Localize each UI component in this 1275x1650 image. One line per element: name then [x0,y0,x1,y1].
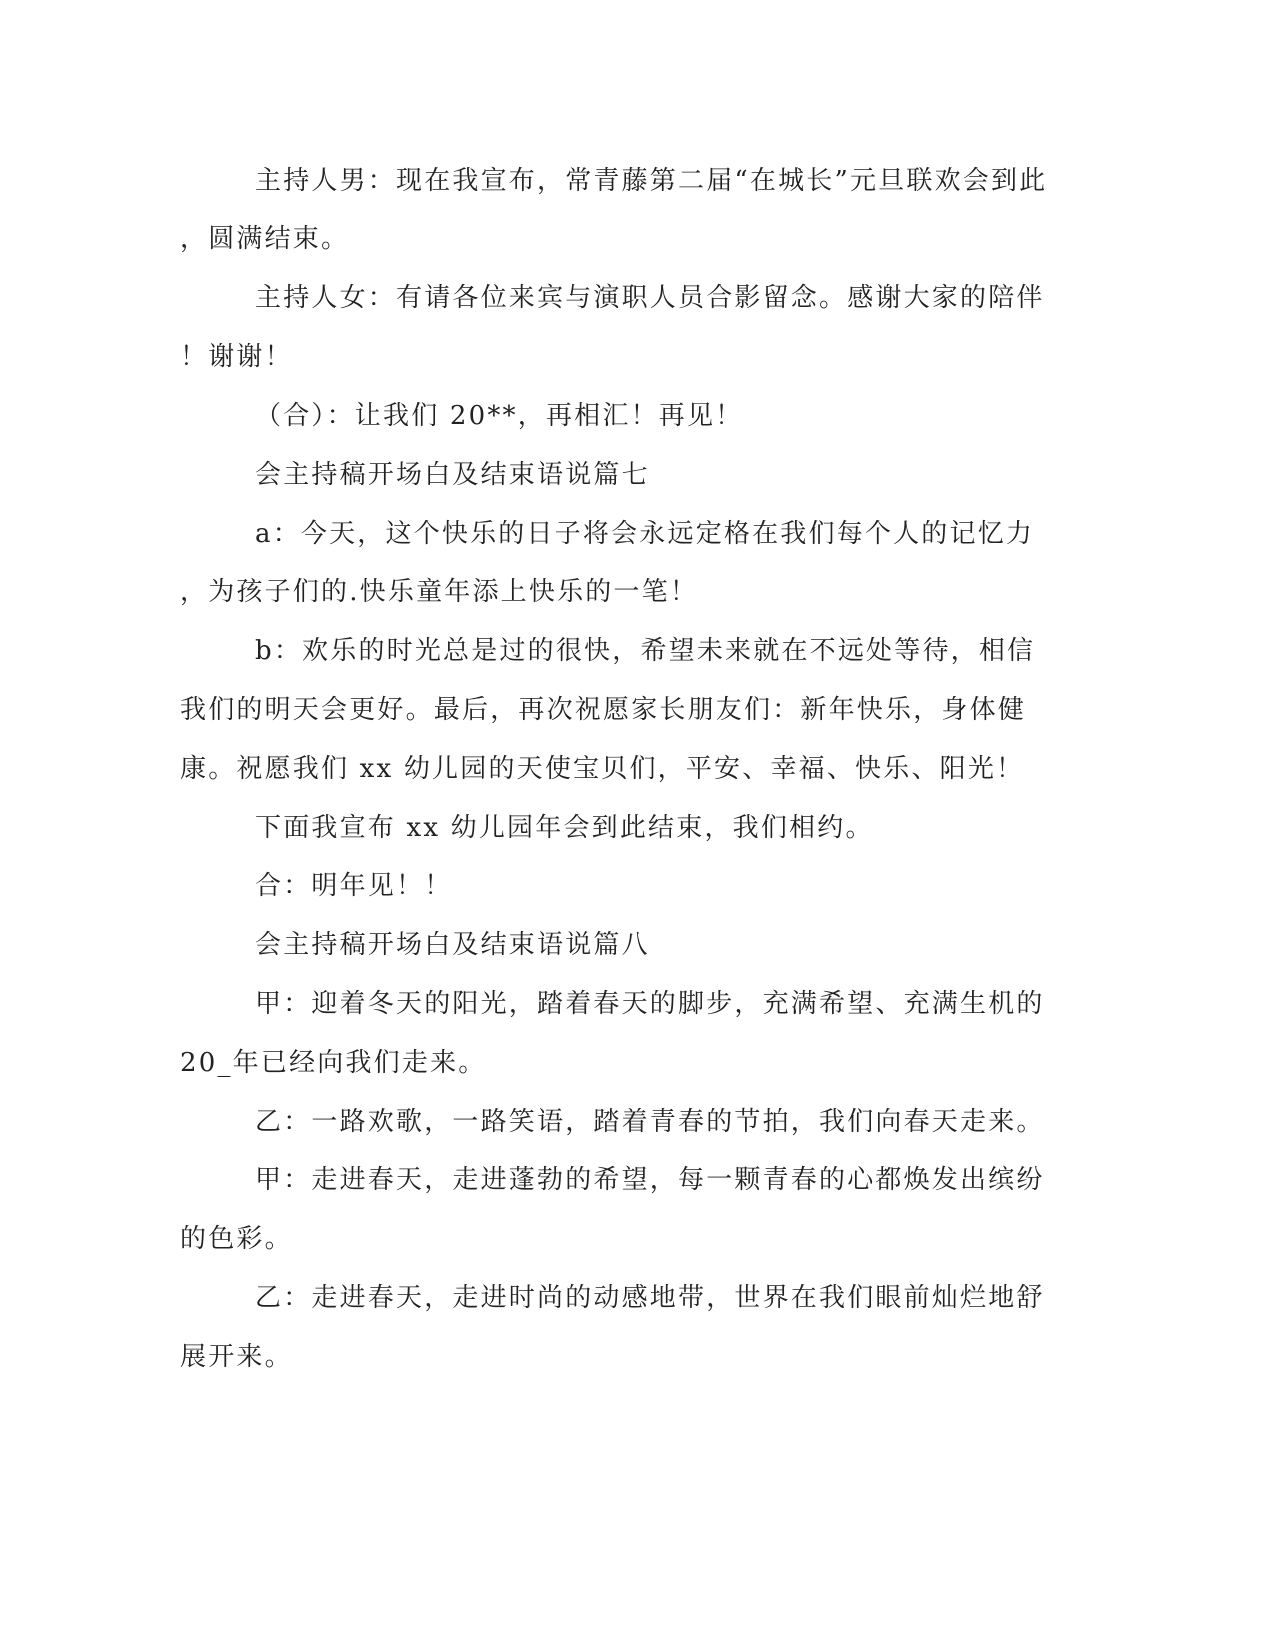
paragraph-line: 甲：走进春天，走进蓬勃的希望，每一颗青春的心都焕发出缤纷 [255,1165,1045,1195]
paragraph-line: 主持人女：有请各位来宾与演职人员合影留念。感谢大家的陪伴 [255,283,1045,313]
paragraph-line: 乙：一路欢歌，一路笑语，踏着青春的节拍，我们向春天走来。 [255,1107,1045,1137]
section-heading: 会主持稿开场白及结束语说篇七 [255,460,650,490]
paragraph-line: 20_年已经向我们走来。 [180,1048,487,1078]
paragraph-line: 甲：迎着冬天的阳光，踏着春天的脚步，充满希望、充满生机的 [255,989,1045,1019]
paragraph-line: 康。祝愿我们 xx 幼儿园的天使宝贝们，平安、幸福、快乐、阳光！ [180,754,1025,784]
section-heading: 会主持稿开场白及结束语说篇八 [255,930,650,960]
paragraph-line: ，圆满结束。 [180,224,350,254]
paragraph-line: a：今天，这个快乐的日子将会永远定格在我们每个人的记忆力 [255,519,1035,549]
paragraph-line: 乙：走进春天，走进时尚的动感地带，世界在我们眼前灿烂地舒 [255,1283,1045,1313]
paragraph-line: 展开来。 [180,1342,293,1372]
paragraph-line: 下面我宣布 xx 幼儿园年会到此结束，我们相约。 [255,813,874,843]
paragraph-line: 主持人男：现在我宣布，常青藤第二届“在城长”元旦联欢会到此 [255,166,1048,196]
paragraph-line: 的色彩。 [180,1224,293,1254]
paragraph-line: 合：明年见！！ [255,871,453,901]
paragraph-line: 我们的明天会更好。最后，再次祝愿家长朋友们：新年快乐，身体健 [180,695,1027,725]
paragraph-line: （合）：让我们 20**，再相汇！再见！ [255,401,744,431]
paragraph-line: ！谢谢！ [180,342,293,372]
paragraph-line: ，为孩子们的.快乐童年添上快乐的一笔！ [180,577,699,607]
paragraph-line: b：欢乐的时光总是过的很快，希望未来就在不远处等待，相信 [255,636,1036,666]
